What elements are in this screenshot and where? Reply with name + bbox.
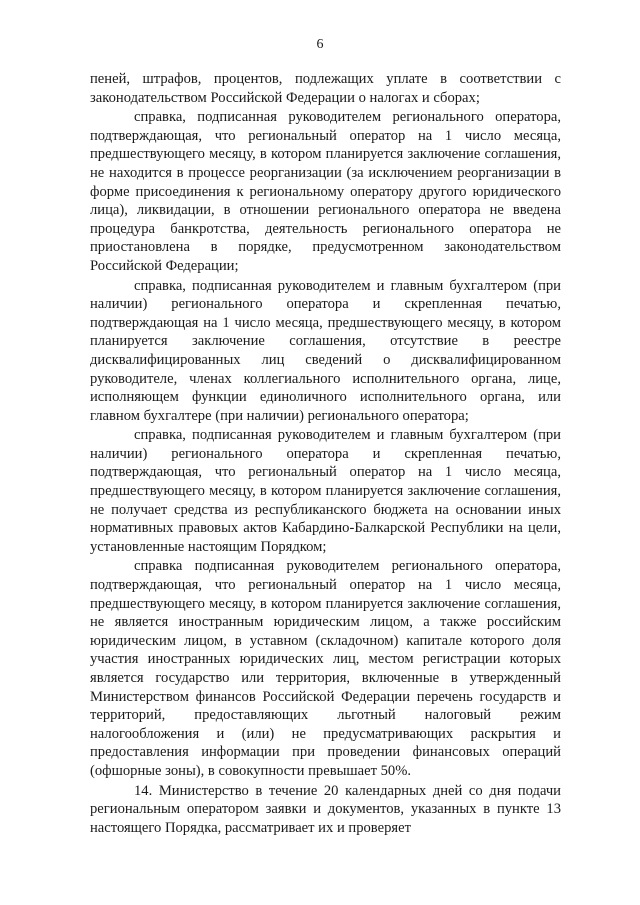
paragraph-disqualification-certificate: справка, подписанная руководителем и главным бухгалтером (при наличии) регионального оператора и скрепленная печатью, подтверждающая на 1 число месяца, предшествующего месяцу, в котором планируется заключение соглашения, отсутствие в реестре дисквалифицированных лиц сведений о дисквалифицированном руководителе, членах коллегиального исполнительного органа, лице, исполняющем функции единоличного исполнительного органа, или главном бухгалтере (при наличии) регионального оператора; <box>90 277 561 424</box>
paragraph-item-14: 14. Министерство в течение 20 календарных дней со дня подачи региональным оператором заявки и документов, указанных в пункте 13 настоящего Порядка, рассматривает их и проверяет <box>90 782 561 836</box>
document-body <box>90 70 561 838</box>
paragraph-budget-funds-certificate: справка, подписанная руководителем и главным бухгалтером (при наличии) регионального оператора и скрепленная печатью, подтверждающая, что региональный оператор на 1 число месяца, предшествующего месяцу, в котором планируется заключение соглашения, не получает средства из республиканского бюджета на основании иных нормативных правовых актов Кабардино-Балкарской Республики на цели, установленные настоящим Порядком; <box>90 427 561 555</box>
paragraph-reorganization-certificate: справка, подписанная руководителем регионального оператора, подтверждающая, что региональный оператор на 1 число месяца, предшествующего месяцу, в котором планируется заключение соглашения, не находится в процессе реорганизации (за исключением реорганизации в форме присоединения к региональному оператору другого юридического лица), ликвидации, в отношении регионального оператора не введена процедура банкротства, деятельность регионального оператора не приостановлена в порядке, предусмотренном законодательством Российской Федерации; <box>90 109 561 274</box>
page-number: 6 <box>316 37 324 52</box>
paragraph-foreign-entity-certificate: справка подписанная руководителем регионального оператора, подтверждающая, что региональный оператор на 1 число месяца, предшествующего месяцу, в котором планируется заключение соглашения, не является иностранным юридическим лицом, а также российским юридическим лицом, в уставном (складочном) капитале которого доля участия иностранных юридических лиц, местом регистрации которых является государство или территория, включенные в утвержденный Министерством финансов Российской Федерации перечень государств и территорий, предоставляющих льготный налоговый режим налогообложения и (или) не предусматривающих раскрытия и предоставления информации при проведении финансовых операций (офшорные зоны), в совокупности превышает 50%. <box>90 558 561 779</box>
paragraph-continuation: пеней, штрафов, процентов, подлежащих уплате в соответствии с законодательством Российской Федерации о налогах и сборах; <box>90 71 561 106</box>
